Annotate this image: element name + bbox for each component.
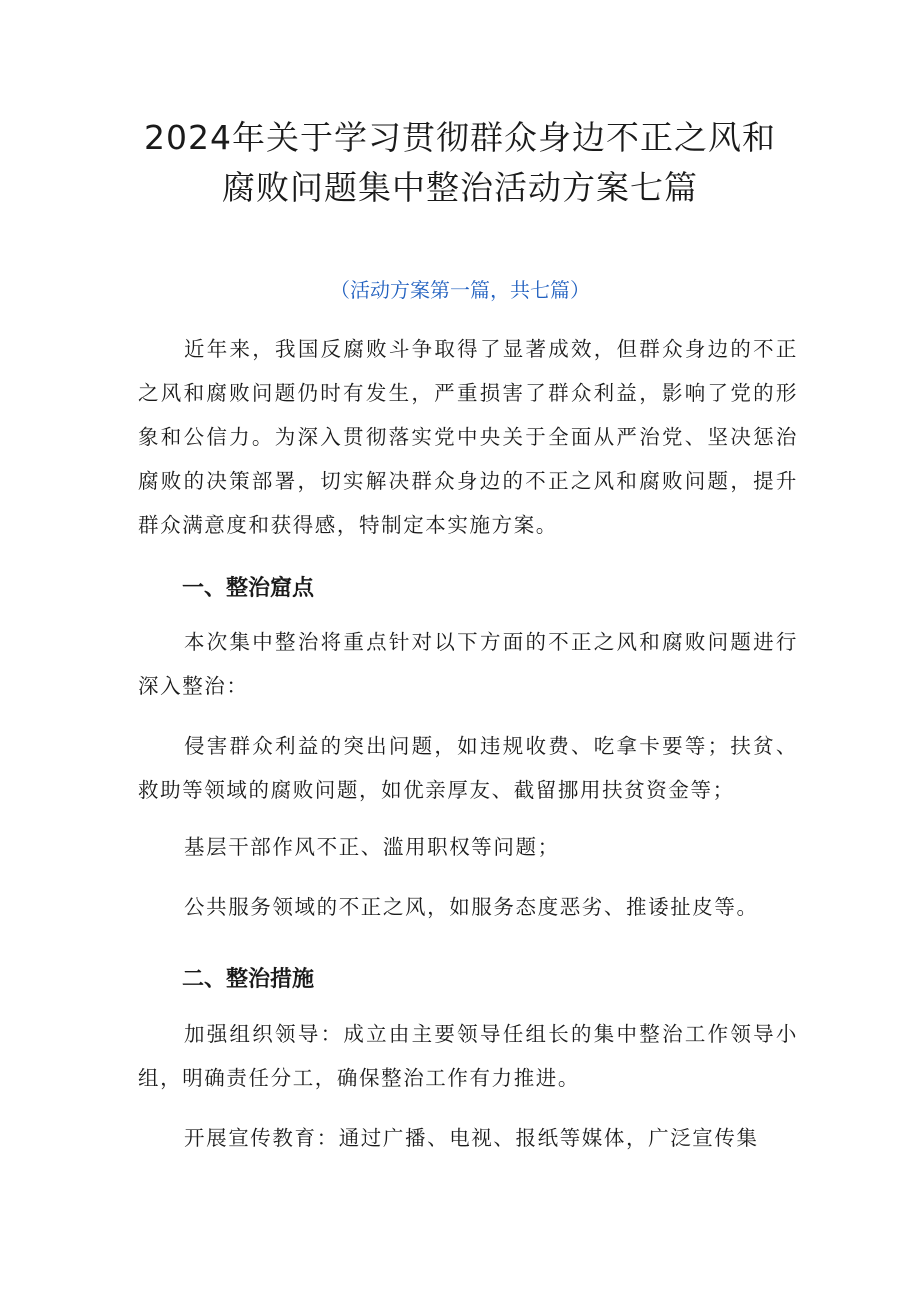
section-2-heading: 二、整治措施 [182,967,315,992]
section-2-paragraph-1: 加强组织领导：成立由主要领导任组长的集中整治工作领导小组，明确责任分工，确保整治工作有力推进。 [138,1022,798,1090]
section-1-paragraph-3: 基层干部作风不正、滥用职权等问题； [184,835,560,859]
section-1-heading: 一、整治窟点 [182,576,315,601]
document-title-line-2: 腐败问题集中整治活动方案七篇 [222,168,698,207]
section-1-paragraph-2: 侵害群众利益的突出问题，如违规收费、吃拿卡要等；扶贫、救助等领域的腐败问题，如优亲厚友、截留挪用扶贫资金等； [138,734,798,802]
section-2-paragraph-2: 开展宣传教育：通过广播、电视、报纸等媒体，广泛宣传集 [184,1126,759,1150]
intro-paragraph: 近年来，我国反腐败斗争取得了显著成效，但群众身边的不正之风和腐败问题仍时有发生，严重损害了群众利益，影响了党的形象和公信力。为深入贯彻落实党中央关于全面从严治党、坚决惩治腐败的决策部署，切实解决群众身边的不正之风和腐败问题，提升群众满意度和获得感，特制定本实施方案。 [138,337,798,537]
document-title-line-1: 2024年关于学习贯彻群众身边不正之风和 [144,118,776,157]
document-subtitle: （活动方案第一篇，共七篇） [330,278,590,302]
section-1-paragraph-1: 本次集中整治将重点针对以下方面的不正之风和腐败问题进行深入整治： [138,630,798,698]
section-1-paragraph-4: 公共服务领域的不正之风，如服务态度恶劣、推诿扯皮等。 [184,895,759,919]
